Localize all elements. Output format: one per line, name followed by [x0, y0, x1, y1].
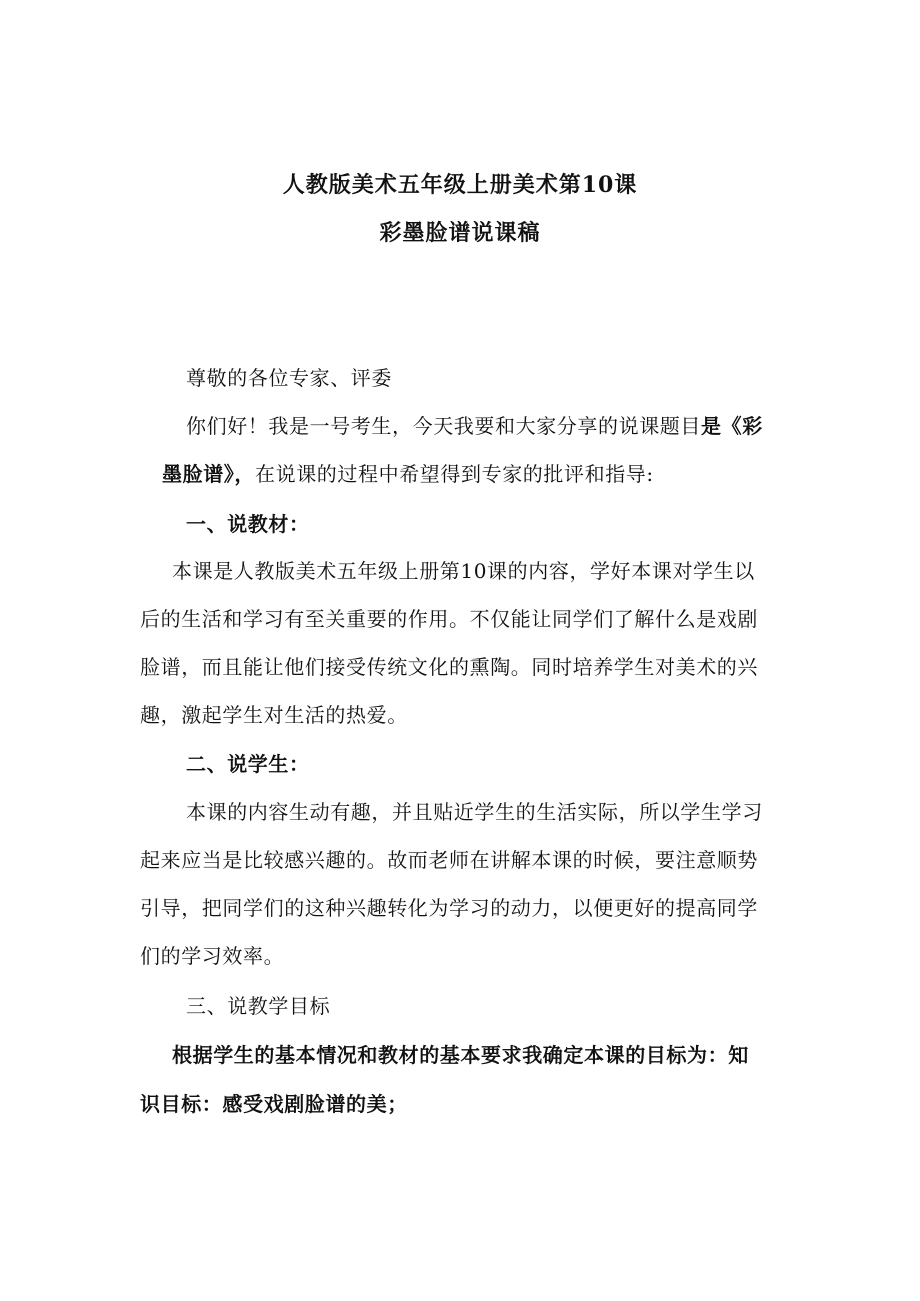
paragraph-line: 识目标：感受戏剧脸谱的美；: [140, 1092, 408, 1116]
paragraph-line: 起来应当是比较感兴趣的。故而老师在讲解本课的时候，要注意顺势: [140, 848, 758, 872]
intro-topic-end: 墨脸谱》，: [162, 462, 255, 486]
salutation: 尊敬的各位专家、评委: [186, 366, 392, 390]
section-heading-objectives: 三、说教学目标: [186, 994, 331, 1018]
paragraph-line: 脸谱，而且能让他们接受传统文化的熏陶。同时培养学生对美术的兴: [140, 655, 758, 679]
intro-text: 你们好！我是一号考生，今天我要和大家分享的说课题目: [186, 414, 701, 438]
paragraph-line: 本课的内容生动有趣，并且贴近学生的生活实际，所以学生学习: [186, 800, 763, 824]
document-subtitle: 彩墨脸谱说课稿: [379, 220, 541, 246]
intro-line-2: [162, 458, 654, 487]
paragraph-line: 后的生活和学习有至关重要的作用。不仅能让同学们了解什么是戏剧: [140, 607, 758, 631]
paragraph-line: 根据学生的基本情况和教材的基本要求我确定本课的目标为：知: [172, 1043, 749, 1067]
section-heading-textbook: 一、说教材：: [186, 512, 310, 536]
section-heading-students: 二、说学生：: [186, 752, 310, 776]
paragraph-line: 趣，激起学生对生活的热爱。: [140, 703, 408, 727]
intro-text-rest: 在说课的过程中希望得到专家的批评和指导:: [255, 462, 654, 486]
intro-topic-start: 是《彩: [701, 414, 763, 438]
paragraph-line: 引导，把同学们的这种兴趣转化为学习的动力，以便更好的提高同学: [140, 896, 758, 920]
document-title: 人教版美术五年级上册美术第10课: [282, 172, 638, 198]
paragraph-line: 本课是人教版美术五年级上册第10课的内容，学好本课对学生以: [172, 559, 755, 583]
intro-line-1: [186, 410, 763, 439]
paragraph-line: 们的学习效率。: [140, 944, 285, 968]
